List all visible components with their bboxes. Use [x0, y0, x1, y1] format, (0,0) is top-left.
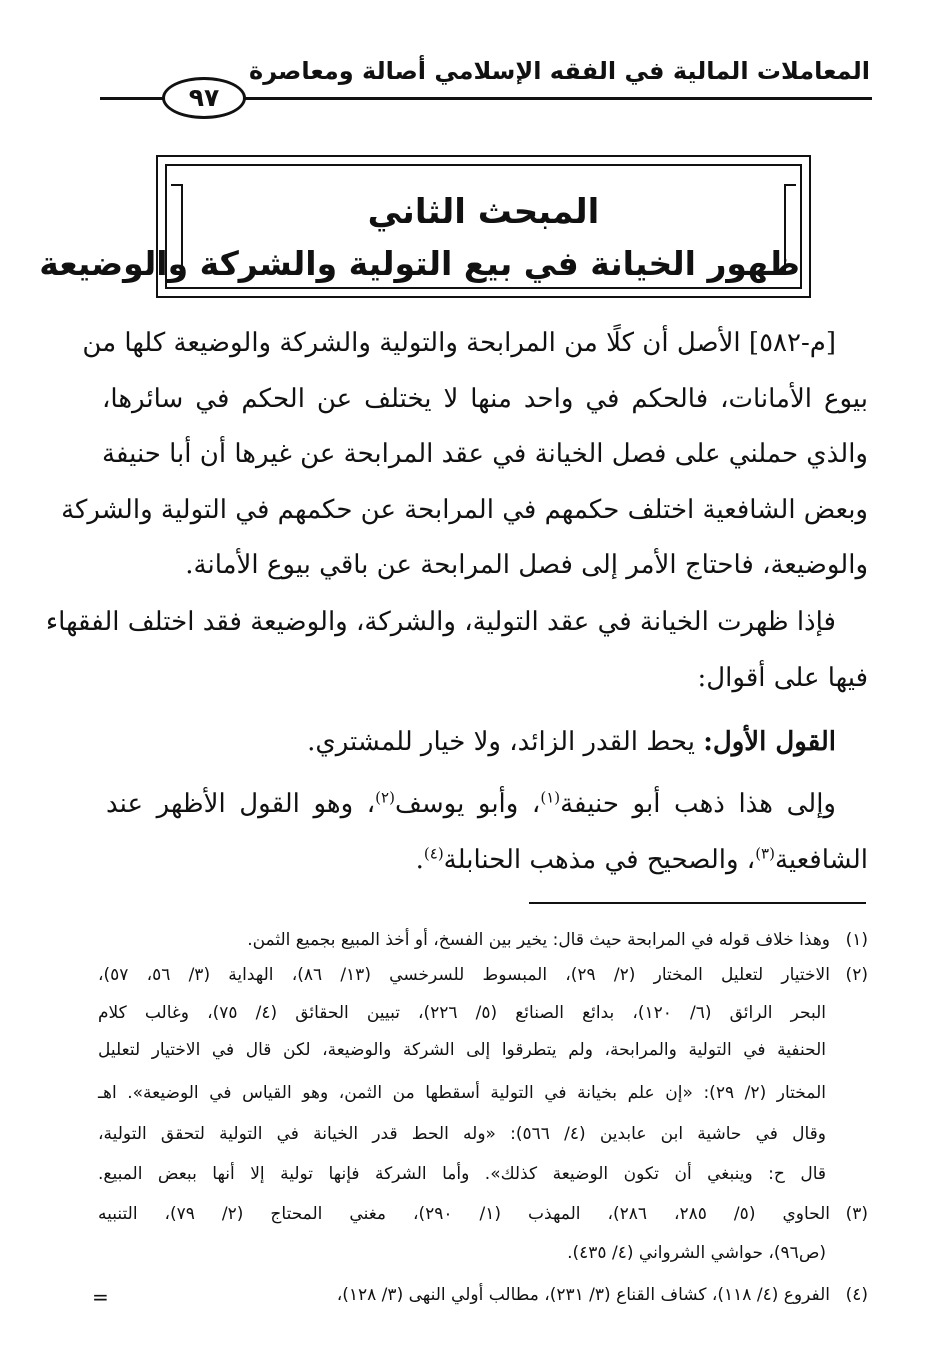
footnote-1-number: (١) [845, 930, 868, 950]
footnote-continuation-mark: = [92, 1285, 109, 1309]
footnote-ref-2[interactable]: (٢) [375, 788, 395, 807]
section-title-inner-frame [39, 164, 802, 289]
paragraph-1-line-1: [م-٥٨٢] الأصل أن كلًا من المرابحة والتولية والشركة والوضيعة كلها من [82, 328, 836, 358]
paragraph-1-line-3: والذي حملني على فصل الخيانة في عقد المرابحة عن غيرها أن أبا حنيفة [102, 439, 868, 469]
footnote-separator [529, 902, 866, 904]
footnote-1-text: وهذا خلاف قوله في المرابحة حيث قال: يخير بين الفسخ، أو أخذ المبيع بجميع الثمن. [247, 930, 830, 950]
footnote-4-number: (٤) [845, 1285, 868, 1305]
footnote-3-line-1 [98, 1200, 868, 1228]
footnote-2-line-2: البحر الرائق (٦/ ١٢٠)، بدائع الصنائع (٥/ ٢٢٦)، تبيين الحقائق (٤/ ٧٥)، وغالب كلام [98, 1003, 826, 1023]
footnote-ref-4[interactable]: (٤) [423, 844, 444, 863]
footnote-3-number: (٣) [845, 1204, 869, 1224]
paragraph-4-text-b: ، وأبو يوسف [394, 789, 541, 819]
paragraph-3 [106, 722, 836, 762]
footnote-2-line-3: الحنفية في التولية والمرابحة، ولم يتطرقوا إلى الشركة والوضيعة، لكن قال في الاختيار لتعليل [98, 1040, 826, 1060]
footnote-1 [98, 926, 868, 954]
footnote-2-line-5: وقال في حاشية ابن عابدين (٤/ ٥٦٦): «وله الحط قدر الخيانة في التولية لتحقق التولية، [98, 1124, 827, 1144]
paragraph-4-text-e: ، والصحيح في مذهب الحنابلة [443, 845, 756, 875]
page-number: ٩٧ [162, 77, 246, 119]
footnote-2-line-4: المختار (٢/ ٢٩): «إن علم بخيانة في التولية أسقطها من الثمن، وهو القياس في الوضيعة». اهـ [98, 1083, 827, 1103]
paragraph-4-line-2 [102, 840, 868, 880]
footnote-4 [98, 1281, 868, 1309]
footnote-ref-1[interactable]: (١) [540, 788, 561, 807]
paragraph-1-line-5: والوضيعة، فاحتاج الأمر إلى فصل المرابحة عن باقي بيوع الأمانة. [185, 550, 868, 580]
footnote-2-number: (٢) [845, 965, 868, 985]
paragraph-1-line-2: بيوع الأمانات، فالحكم في واحد منها لا يختلف عن الحكم في سائرها، [102, 384, 868, 414]
paragraph-4-text-d: الشافعية [774, 845, 868, 875]
first-opinion-label: القول الأول: [703, 727, 836, 757]
footnote-2-line-6: قال ح: وينبغي أن تكون الوضيعة كذلك». وأما الشركة فإنها تولية إلا أنها ببعض المبيع. [98, 1164, 826, 1184]
running-header-title: المعاملات المالية في الفقه الإسلامي أصالة ومعاصرة [249, 57, 870, 85]
section-title-frame [39, 155, 811, 298]
paragraph-4-text-c: ، وهو القول الأظهر عند [106, 789, 376, 819]
footnote-ref-3[interactable]: (٣) [755, 844, 775, 863]
footnote-3-text-1: الحاوي (٥/ ٢٨٥، ٢٨٦)، المهذب (١/ ٢٩٠)، مغني المحتاج (٢/ ٧٩)، التنبيه [98, 1204, 831, 1224]
paragraph-2-line-2: فيها على أقوال: [697, 663, 868, 693]
footnote-2-text-1: الاختيار لتعليل المختار (٢/ ٢٩)، المبسوط للسرخسي (١٣/ ٨٦)، الهداية (٣/ ٥٦، ٥٧)، [98, 965, 830, 985]
section-heading: المبحث الثاني [367, 192, 600, 232]
footnote-4-text: الفروع (٤/ ١١٨)، كشاف القناع (٣/ ٢٣١)، مطالب أولي النهى (٣/ ١٢٨)، [336, 1285, 830, 1305]
paragraph-2-line-1: فإذا ظهرت الخيانة في عقد التولية، والشركة، والوضيعة فقد اختلف الفقهاء [45, 607, 836, 637]
first-opinion-text: يحط القدر الزائد، ولا خيار للمشتري. [307, 727, 704, 757]
paragraph-4-line-1 [106, 784, 836, 824]
paragraph-4-text-a: وإلى هذا ذهب أبو حنيفة [560, 789, 836, 819]
paragraph-4-text-f: . [415, 845, 424, 875]
section-title: ظهور الخيانة في بيع التولية والشركة والوضيعة [39, 244, 800, 283]
footnote-2-line-1 [98, 961, 868, 989]
paragraph-1-line-4: وبعض الشافعية اختلف حكمهم في المرابحة عن حكمهم في التولية والشركة [61, 495, 868, 525]
footnote-3-line-2: (ص٩٦)، حواشي الشرواني (٤/ ٤٣٥). [567, 1243, 826, 1263]
